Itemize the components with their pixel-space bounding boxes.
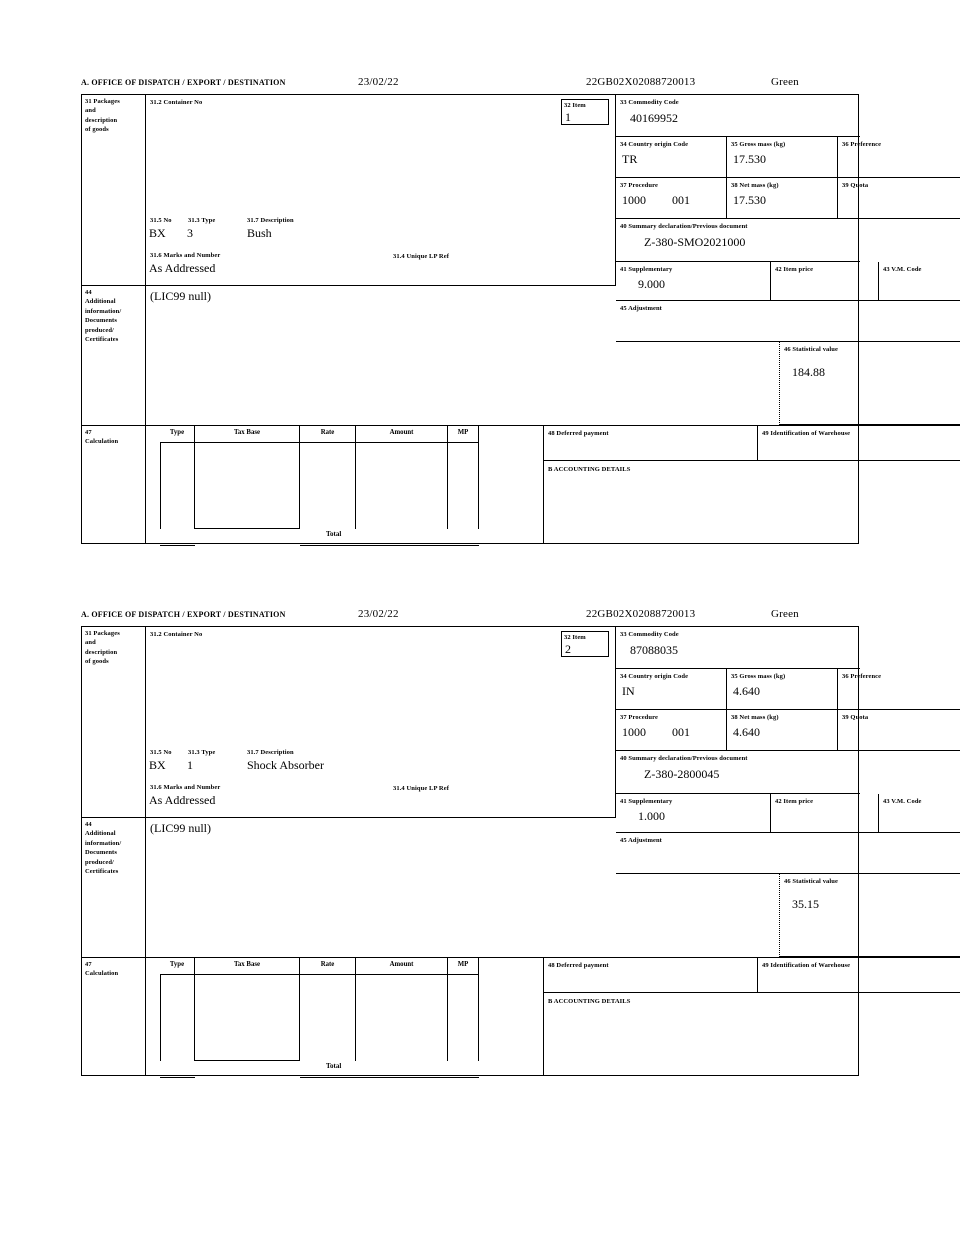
field-38-net-mass-2 [727,710,838,751]
label-31-line4: of goods [85,126,109,134]
label-48-2: 48 Deferred payment [548,962,609,969]
value-summary-declaration-2: Z-380-2800045 [644,767,720,781]
declaration-date-2: 23/02/22 [358,608,399,620]
label-44-line2: information/ [85,307,122,315]
value-additional-info-2: (LIC99 null) [150,821,211,835]
label-44-number-2: 44 [85,821,92,828]
field-34-country-origin-2 [616,669,727,710]
divider-goods-right-2 [82,627,616,817]
field-37-procedure [616,178,727,219]
label-31-5-no: 31.5 No [150,217,172,224]
field-46-statistical-value-2 [780,874,960,957]
value-marks-and-number-2: As Addressed [149,793,216,807]
value-supplementary: 9.000 [638,277,665,291]
col-header-rate-2: Rate [300,958,356,975]
label-46-2: 46 Statistical value [784,878,838,885]
value-procedure-1-2: 1000 [622,725,646,739]
field-43-vm-code [879,262,960,301]
label-36-2: 36 Preference [842,673,882,680]
col-header-mp-2: MP [448,958,479,975]
customs-declaration-form-1 [81,76,922,544]
divider-dotted-46 [616,342,780,425]
value-supplementary-2: 1.000 [638,809,665,823]
value-statistical-value-2: 35.15 [792,897,819,911]
label-47-line2: Calculation [85,438,119,446]
label-44-line3: Documents [85,317,117,325]
label-49: 49 Identification of Warehouse [762,430,851,437]
label-41: 41 Supplementary [620,266,673,273]
field-48-deferred-payment-2 [544,957,758,993]
field-45-adjustment-2 [616,833,960,874]
label-44-line1: Additional [85,298,116,306]
label-total: Total [326,530,342,538]
field-44-additional-info-content [146,285,616,425]
field-35-gross-mass-2 [727,669,838,710]
label-34: 34 Country origin Code [620,141,689,148]
value-item-number-2: 2 [565,642,571,656]
col-header-tax-base-2: Tax Base [195,958,300,975]
label-31-line3-2: description [85,648,118,656]
label-38: 38 Net mass (kg) [731,182,779,189]
label-31-5-no-2: 31.5 No [150,749,172,756]
field-43-vm-code-2 [879,794,960,833]
label-45-2: 45 Adjustment [620,837,662,844]
value-statistical-value: 184.88 [792,365,825,379]
label-31-3-type-2: 31.3 Type [188,749,216,756]
field-39-quota-2 [838,710,960,751]
office-of-dispatch-label-2: A. OFFICE OF DISPATCH / EXPORT / DESTINATION [81,610,286,619]
label-44-line4-2: produced/ [85,858,114,866]
value-procedure-2-2: 001 [672,725,690,739]
field-33-commodity-code [616,95,860,137]
col-header-type-2: Type [160,958,195,975]
label-31-6-marks: 31.6 Marks and Number [150,252,221,259]
value-additional-info: (LIC99 null) [150,289,211,303]
col-header-amount-2: Amount [356,958,448,975]
label-33: 33 Commodity Code [620,99,679,106]
value-description: Bush [247,226,272,240]
label-35-2: 35 Gross mass (kg) [731,673,786,680]
label-39-2: 39 Quota [842,714,869,721]
label-33-2: 33 Commodity Code [620,631,679,638]
label-37-2: 37 Procedure [620,714,658,721]
value-gross-mass-2: 4.640 [733,684,760,698]
field-41-supplementary [616,262,771,301]
value-country-origin-code: TR [622,152,638,166]
value-commodity-code-2: 87088035 [630,643,678,657]
label-32-item: 32 Item [564,102,586,109]
value-marks-and-number: As Addressed [149,261,216,275]
label-44-line5-2: Certificates [85,868,119,876]
label-31-line4-2: of goods [85,658,109,666]
label-41-2: 41 Supplementary [620,798,673,805]
declaration-box [81,94,922,544]
label-31-line1-2: 31 Packages [85,630,120,637]
field-33-commodity-code-2 [616,627,860,669]
field-49-identification-warehouse [758,425,960,461]
label-31-3-type: 31.3 Type [188,217,216,224]
form-header [81,78,861,94]
value-type: 3 [187,226,193,240]
label-31-7-description: 31.7 Description [247,217,294,224]
label-48: 48 Deferred payment [548,430,609,437]
label-39: 39 Quota [842,182,869,189]
label-35: 35 Gross mass (kg) [731,141,786,148]
divider-goods-right [82,95,616,285]
movement-reference-number: 22GB02X02088720013 [586,76,696,88]
field-37-procedure-2 [616,710,727,751]
label-44-line4: produced/ [85,326,114,334]
label-44-line1-2: Additional [85,830,116,838]
field-46-statistical-value [780,342,960,425]
value-type-2: 1 [187,758,193,772]
col-header-type: Type [160,426,195,443]
label-45: 45 Adjustment [620,305,662,312]
label-31-line2: and [85,107,96,115]
field-44-additional-info-label-2 [82,817,146,957]
label-b-accounting: B ACCOUNTING DETAILS [548,466,631,473]
label-49-2: 49 Identification of Warehouse [762,962,851,969]
col-header-rate: Rate [300,426,356,443]
label-32-item-2: 32 Item [564,634,586,641]
label-31-2-container-no: 31.2 Container No [150,99,203,106]
value-procedure-2: 001 [672,193,690,207]
label-44-number: 44 [85,289,92,296]
movement-reference-number-2: 22GB02X02088720013 [586,608,696,620]
label-44-line3-2: Documents [85,849,117,857]
form-header-2 [81,610,861,626]
col-header-mp: MP [448,426,479,443]
value-country-origin-code-2: IN [622,684,635,698]
field-45-adjustment [616,301,960,342]
field-38-net-mass [727,178,838,219]
value-no-2: BX [149,758,166,772]
value-net-mass: 17.530 [733,193,766,207]
field-42-item-price-2 [771,794,879,833]
label-47-number-2: 47 [85,961,92,968]
lane-status-2: Green [771,608,799,620]
value-net-mass-2: 4.640 [733,725,760,739]
value-no: BX [149,226,166,240]
label-46: 46 Statistical value [784,346,838,353]
label-47-line2-2: Calculation [85,970,119,978]
label-40: 40 Summary declaration/Previous document [620,223,748,230]
label-37: 37 Procedure [620,182,658,189]
col-header-tax-base: Tax Base [195,426,300,443]
value-gross-mass: 17.530 [733,152,766,166]
declaration-box-2 [81,626,922,1076]
divider-47-48 [82,425,544,544]
label-31-4-unique-lp-ref-2: 31.4 Unique LP Ref [393,785,449,792]
field-40-summary-declaration-2 [616,751,860,794]
label-38-2: 38 Net mass (kg) [731,714,779,721]
field-39-quota [838,178,960,219]
label-43: 43 V.M. Code [883,266,922,273]
label-47-number: 47 [85,429,92,436]
value-summary-declaration: Z-380-SMO2021000 [644,235,746,249]
label-31-2-container-no-2: 31.2 Container No [150,631,203,638]
label-43-2: 43 V.M. Code [883,798,922,805]
office-of-dispatch-label: A. OFFICE OF DISPATCH / EXPORT / DESTINATION [81,78,286,87]
field-42-item-price [771,262,879,301]
field-40-summary-declaration [616,219,860,262]
divider-47-48-2 [82,957,544,1076]
label-31-line2-2: and [85,639,96,647]
field-36-preference [838,137,960,178]
value-description-2: Shock Absorber [247,758,324,772]
label-b-accounting-2: B ACCOUNTING DETAILS [548,998,631,1005]
field-41-supplementary-2 [616,794,771,833]
label-31-4-unique-lp-ref: 31.4 Unique LP Ref [393,253,449,260]
label-31-7-description-2: 31.7 Description [247,749,294,756]
label-31-line1: 31 Packages [85,98,120,105]
label-42-2: 42 Item price [775,798,814,805]
label-40-2: 40 Summary declaration/Previous document [620,755,748,762]
label-total-2: Total [326,1062,342,1070]
label-31-line3: description [85,116,118,124]
field-49-identification-warehouse-2 [758,957,960,993]
value-procedure-1: 1000 [622,193,646,207]
label-44-line5: Certificates [85,336,119,344]
label-31-6-marks-2: 31.6 Marks and Number [150,784,221,791]
col-header-amount: Amount [356,426,448,443]
field-b-accounting-details [544,461,960,544]
label-36: 36 Preference [842,141,882,148]
field-48-deferred-payment [544,425,758,461]
label-44-line2-2: information/ [85,839,122,847]
divider-dotted-46-2 [616,874,780,957]
field-b-accounting-details-2 [544,993,960,1076]
field-34-country-origin [616,137,727,178]
value-commodity-code: 40169952 [630,111,678,125]
label-42: 42 Item price [775,266,814,273]
customs-declaration-form-2 [81,608,922,1076]
lane-status: Green [771,76,799,88]
field-35-gross-mass [727,137,838,178]
field-36-preference-2 [838,669,960,710]
field-44-additional-info-label [82,285,146,425]
declaration-date: 23/02/22 [358,76,399,88]
value-item-number: 1 [565,110,571,124]
label-34-2: 34 Country origin Code [620,673,689,680]
field-44-additional-info-content-2 [146,817,616,957]
